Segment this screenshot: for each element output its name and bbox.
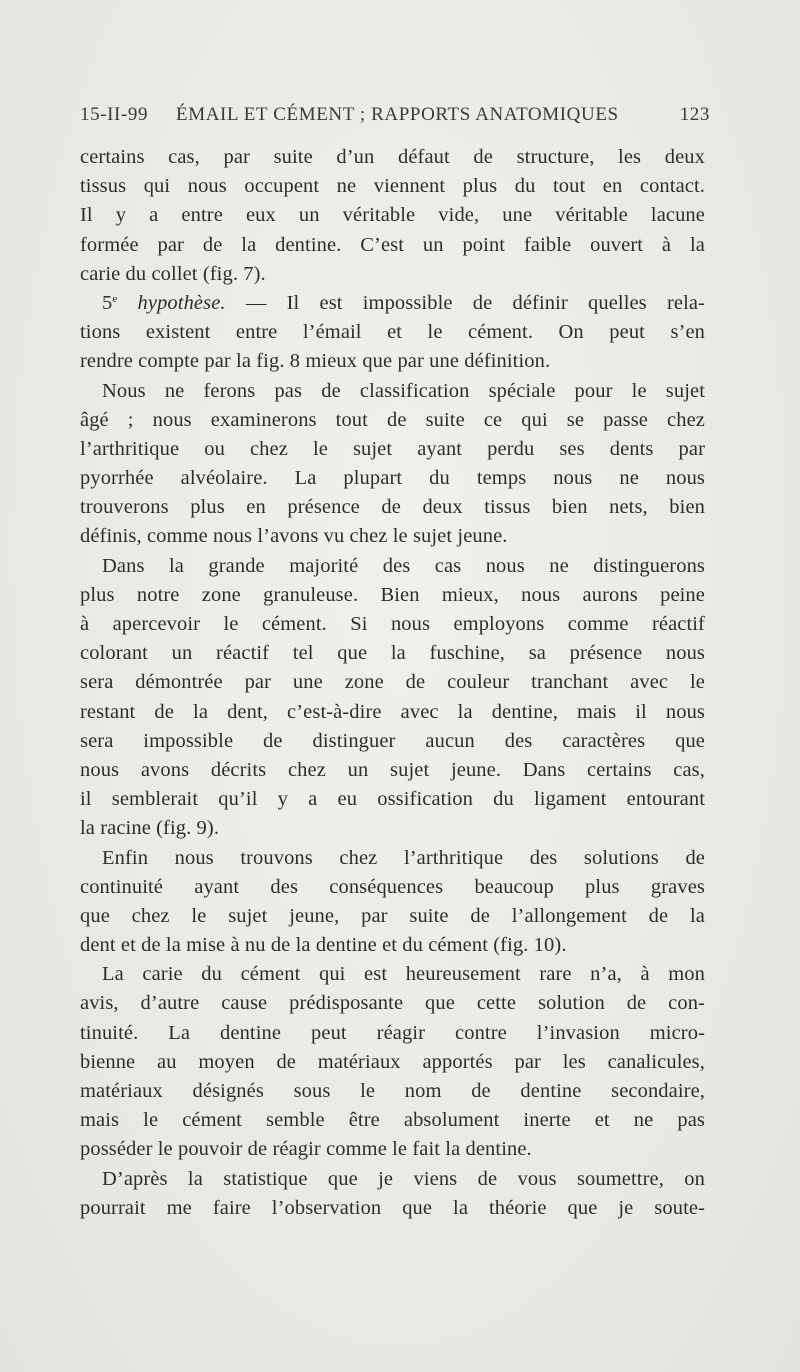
text-line: continuité ayant des conséquences beaucoup plus graves bbox=[80, 875, 705, 898]
text-line: plus notre zone granuleuse. Bien mieux, nous aurons peine bbox=[80, 583, 705, 606]
text-line: tissus qui nous occupent ne viennent plus du tout en contact. bbox=[80, 175, 705, 198]
text-line: mais le cément semble être absolument inerte et ne pas bbox=[80, 1109, 705, 1132]
text-line: Enfin nous trouvons chez l’arthritique des solutions de bbox=[102, 846, 705, 869]
text-line: posséder le pouvoir de réagir comme le fait la dentine. bbox=[80, 1138, 532, 1161]
text-line: pourrait me faire l’observation que la théorie que je soute- bbox=[80, 1196, 705, 1219]
hypothesis-rest: — Il est impossible de définir quelles rela- bbox=[225, 291, 705, 314]
text-line: âgé ; nous examinerons tout de suite ce qui se passe chez bbox=[80, 408, 705, 431]
text-line: formée par de la dentine. C’est un point faible ouvert à la bbox=[80, 233, 705, 256]
hypothesis-line bbox=[80, 289, 705, 318]
text-line: La carie du cément qui est heureusement rare n’a, à mon bbox=[102, 963, 705, 986]
text-line: il semblerait qu’il y a eu ossification du ligament entourant bbox=[80, 788, 705, 811]
text-line: nous avons décrits chez un sujet jeune. Dans certains cas, bbox=[80, 758, 705, 781]
text-line: tions existent entre l’émail et le cément. On peut s’en bbox=[80, 321, 705, 344]
running-head bbox=[80, 104, 710, 134]
hypothesis-label: hypothèse. bbox=[137, 291, 226, 314]
text-line: carie du collet (fig. 7). bbox=[80, 262, 266, 285]
text-line: sera démontrée par une zone de couleur tranchant avec le bbox=[80, 671, 705, 694]
text-line: la racine (fig. 9). bbox=[80, 817, 220, 840]
text-line: avis, d’autre cause prédisposante que cette solution de con- bbox=[80, 992, 705, 1015]
text-line: pyorrhée alvéolaire. La plupart du temps nous ne nous bbox=[80, 467, 705, 490]
text-line: Nous ne ferons pas de classification spéciale pour le sujet bbox=[102, 379, 705, 402]
text-line: Il y a entre eux un véritable vide, une véritable lacune bbox=[80, 204, 705, 227]
text-line: sera impossible de distinguer aucun des caractères que bbox=[80, 729, 705, 752]
running-head-date: 15-II-99 bbox=[80, 104, 149, 125]
hypothesis-number: 5 bbox=[102, 291, 113, 314]
running-head-title: ÉMAIL ET CÉMENT ; RAPPORTS ANATOMIQUES bbox=[176, 104, 619, 125]
text-line: restant de la dent, c’est-à-dire avec la dentine, mais il nous bbox=[80, 700, 705, 723]
text-line: définis, comme nous l’avons vu chez le sujet jeune. bbox=[80, 525, 508, 548]
text-line: trouverons plus en présence de deux tissus bien nets, bien bbox=[80, 496, 705, 519]
text-line: colorant un réactif tel que la fuschine, sa présence nous bbox=[80, 642, 705, 665]
text-line: que chez le sujet jeune, par suite de l’allongement de la bbox=[80, 904, 705, 927]
text-line: D’après la statistique que je viens de vous soumettre, on bbox=[102, 1167, 705, 1190]
text-line: certains cas, par suite d’un défaut de structure, les deux bbox=[80, 146, 705, 168]
text-line: tinuité. La dentine peut réagir contre l’invasion micro- bbox=[80, 1021, 705, 1044]
page-number: 123 bbox=[679, 104, 710, 125]
text-line: dent et de la mise à nu de la dentine et du cément (fig. 10). bbox=[80, 934, 567, 957]
body-text bbox=[80, 143, 705, 1223]
text-line: l’arthritique ou chez le sujet ayant perdu ses dents par bbox=[80, 437, 705, 460]
text-line: matériaux désignés sous le nom de dentine secondaire, bbox=[80, 1080, 705, 1102]
text-line: à apercevoir le cément. Si nous employons comme réactif bbox=[80, 613, 705, 635]
text-line: Dans la grande majorité des cas nous ne distinguerons bbox=[102, 554, 705, 577]
text-line: bienne au moyen de matériaux apportés par les canalicules, bbox=[80, 1050, 705, 1073]
hypothesis-superscript: e bbox=[112, 292, 118, 305]
text-line: rendre compte par la fig. 8 mieux que par une définition. bbox=[80, 350, 551, 373]
